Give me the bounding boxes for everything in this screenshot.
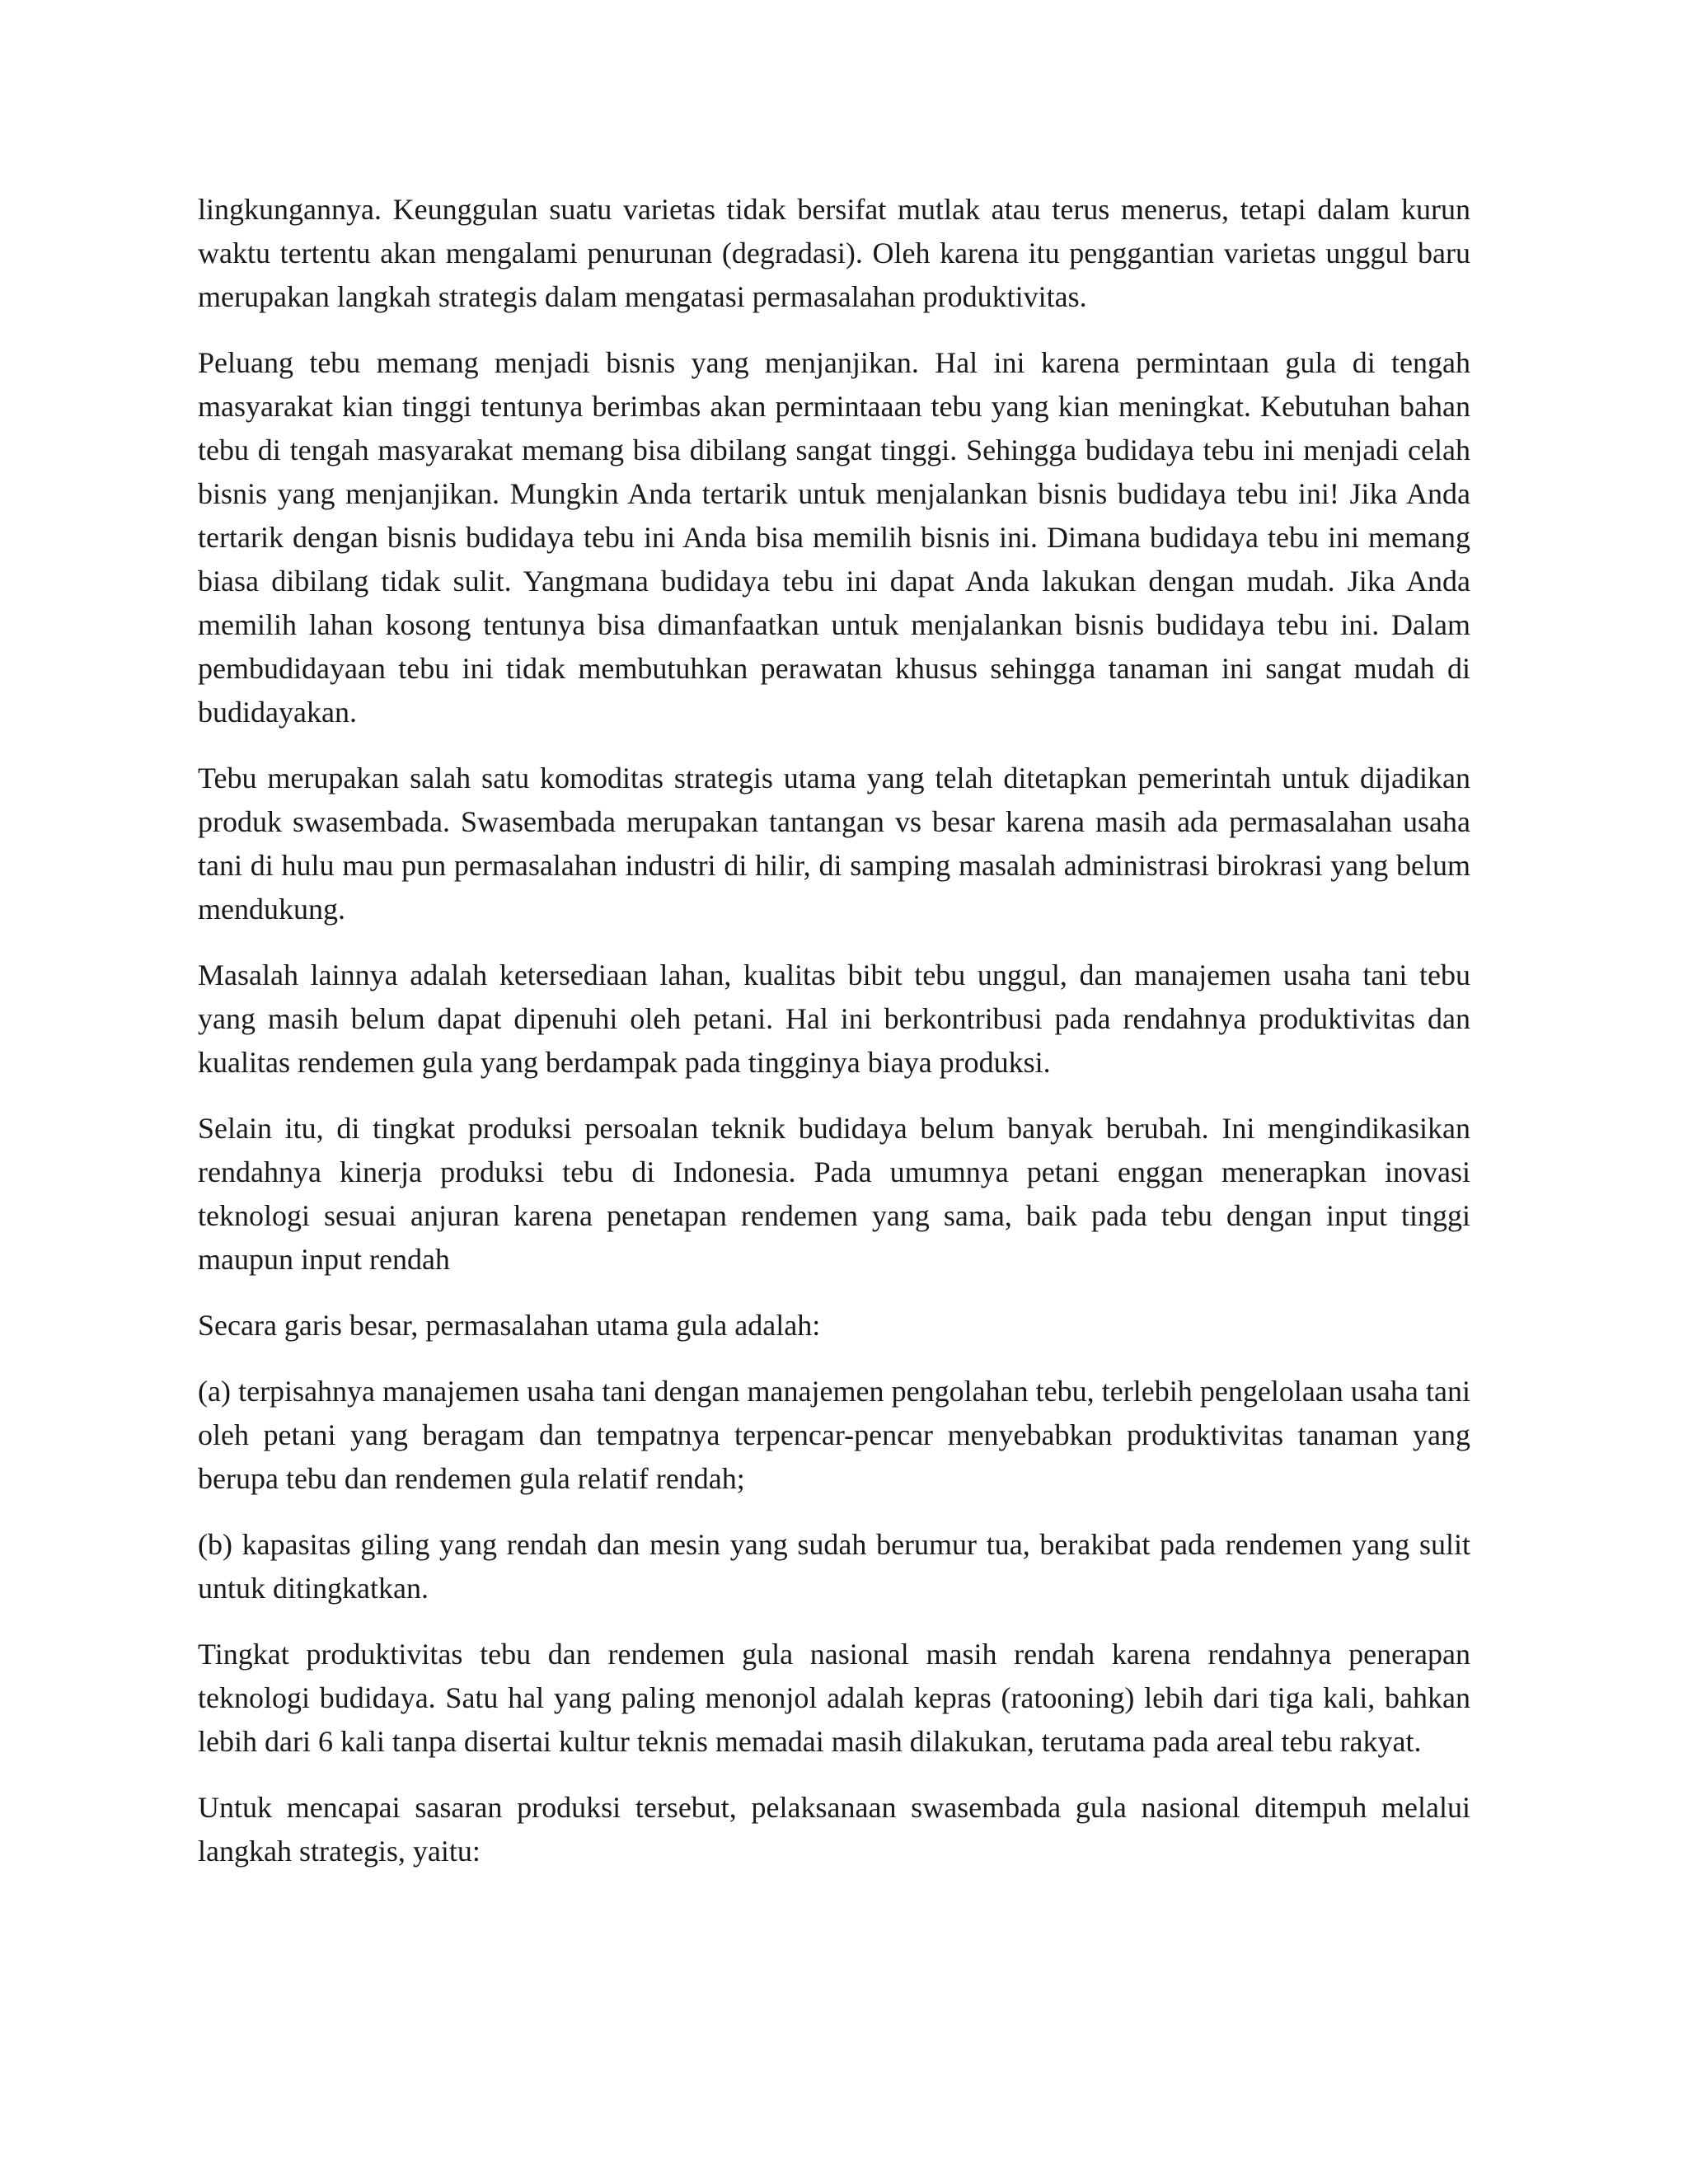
paragraph-produktivitas-rendemen: Tingkat produktivitas tebu dan rendemen gula nasional masih rendah karena rendahnya penerapan teknologi budidaya. Satu hal yang paling menonjol adalah kepras (ratooning) lebih dari tiga kali, bahkan lebih dari 6 kali tanpa disertai kultur teknis memadai masih dilakukan, terutama pada areal tebu rakyat. [198, 1638, 1470, 1758]
paragraph-tingkat-produksi: Selain itu, di tingkat produksi persoalan teknik budidaya belum banyak berubah. Ini mengindikasikan rendahnya kinerja produksi tebu di Indonesia. Pada umumnya petani enggan menerapkan inovasi teknologi sesuai anjuran karena penetapan rendemen yang sama, baik pada tebu dengan input tinggi maupun input rendah [198, 1112, 1470, 1276]
list-item-a: (a) terpisahnya manajemen usaha tani dengan manajemen pengolahan tebu, terlebih pengelolaan usaha tani oleh petani yang beragam dan tempatnya terpencar-pencar menyebabkan produktivitas tanaman yang berupa tebu dan rendemen gula relatif rendah; [198, 1375, 1470, 1495]
paragraph-permasalahan-utama-intro: Secara garis besar, permasalahan utama gula adalah: [198, 1309, 821, 1342]
paragraph-langkah-strategis: Untuk mencapai sasaran produksi tersebut, pelaksanaan swasembada gula nasional ditempuh melalui langkah strategis, yaitu: [198, 1791, 1470, 1868]
document-page [198, 188, 1470, 1896]
paragraph-masalah-lainnya: Masalah lainnya adalah ketersediaan lahan, kualitas bibit tebu unggul, dan manajemen usaha tani tebu yang masih belum dapat dipenuhi oleh petani. Hal ini berkontribusi pada rendahnya produktivitas dan kualitas rendemen gula yang berdampak pada tingginya biaya produksi. [198, 958, 1470, 1079]
list-item-b: (b) kapasitas giling yang rendah dan mesin yang sudah berumur tua, berakibat pada rendemen yang sulit untuk ditingkatkan. [198, 1528, 1470, 1605]
paragraph-varietas-degradasi: lingkungannya. Keunggulan suatu varietas tidak bersifat mutlak atau terus menerus, tetapi dalam kurun waktu tertentu akan mengalami penurunan (degradasi). Oleh karena itu penggantian varietas unggul baru merupakan langkah strategis dalam mengatasi permasalahan produktivitas. [198, 193, 1470, 313]
paragraph-komoditas-strategis: Tebu merupakan salah satu komoditas strategis utama yang telah ditetapkan pemerintah untuk dijadikan produk swasembada. Swasembada merupakan tantangan vs besar karena masih ada permasalahan usaha tani di hulu mau pun permasalahan industri di hilir, di samping masalah administrasi birokrasi yang belum mendukung. [198, 762, 1470, 926]
paragraph-peluang-bisnis-tebu: Peluang tebu memang menjadi bisnis yang menjanjikan. Hal ini karena permintaan gula di tengah masyarakat kian tinggi tentunya berimbas akan permintaaan tebu yang kian meningkat. Kebutuhan bahan tebu di tengah masyarakat memang bisa dibilang sangat tinggi. Sehingga budidaya tebu ini menjadi celah bisnis yang menjanjikan. Mungkin Anda tertarik untuk menjalankan bisnis budidaya tebu ini! Jika Anda tertarik dengan bisnis budidaya tebu ini Anda bisa memilih bisnis ini. Dimana budidaya tebu ini memang biasa dibilang tidak sulit. Yangmana budidaya tebu ini dapat Anda lakukan dengan mudah. Jika Anda memilih lahan kosong tentunya bisa dimanfaatkan untuk menjalankan bisnis budidaya tebu ini. Dalam pembudidayaan tebu ini tidak membutuhkan perawatan khusus sehingga tanaman ini sangat mudah di budidayakan. [198, 346, 1470, 729]
